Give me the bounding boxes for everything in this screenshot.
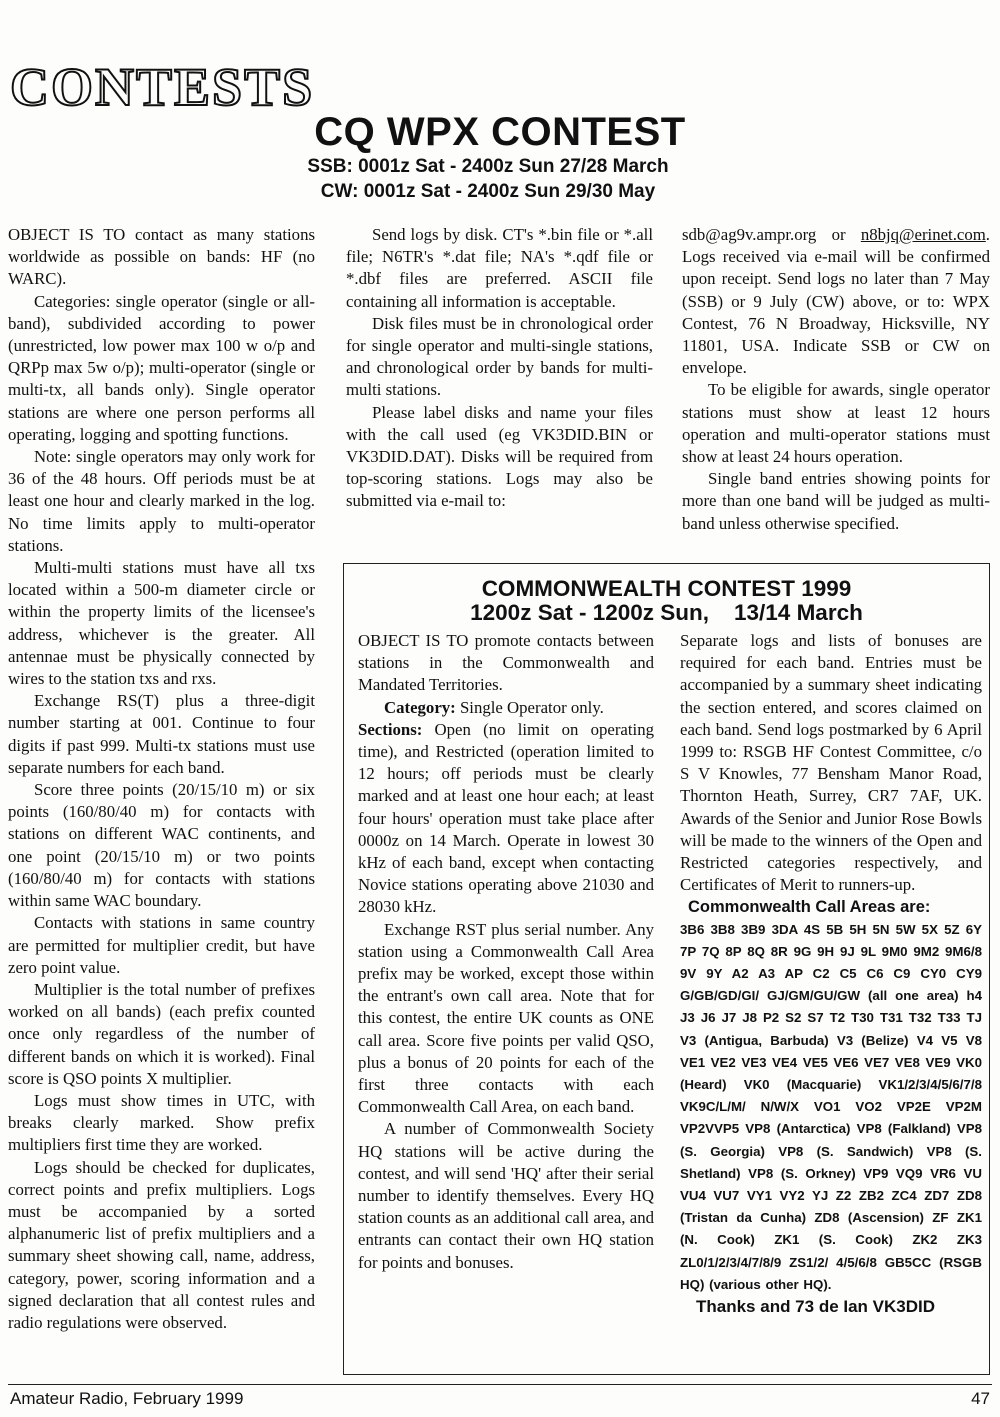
cw-category <box>358 697 654 719</box>
wpx-categories: Categories: single operator (single or all-band), subdivided according to power (unrestricted, low power max 100 w o/p and QRPp max 5w o/p); multi-operator (single or multi-tx, all bands only). Single operator stations are where one person performs all operating, logging and spotting functions. <box>8 291 315 444</box>
wpx-email-para <box>682 224 990 379</box>
category-label: Category: <box>384 697 456 717</box>
page-title: CQ WPX CONTEST <box>314 110 686 154</box>
commonwealth-column-1 <box>358 630 654 1274</box>
cw-exchange: Exchange RST plus serial number. Any station using a Commonwealth Call Area prefix may be worked, except those within the entrant's own call area. Note that for this contest, the entire UK counts as ONE call area. Score five points per valid QSO, plus a bonus of 20 points for each of the first three contacts with each Commonwealth Call Area, on each band. <box>358 919 654 1117</box>
wpx-checked: Logs should be checked for duplicates, correct points and prefix multipliers. Logs must be accompanied by a sorted alphanumeric list of prefix multipliers and a summary sheet showing call, name, address, category, power, scoring information and a signed declaration that all contest rules and radio regulations were observed. <box>8 1157 315 1332</box>
wpx-exchange: Exchange RS(T) plus a three-digit number starting at 001. Continue to four digits if past 999. Multi-tx stations must use separate numbers for each band. <box>8 691 315 777</box>
commonwealth-box <box>343 563 990 1375</box>
page-number: 47 <box>971 1389 990 1408</box>
wpx-note: Note: single operators may only work for 36 of the 48 hours. Off periods must be at least one hour and clearly marked in the log. No time limits apply to multi-operator stations. <box>8 447 315 555</box>
wpx-column-3 <box>682 224 990 535</box>
email-link-2[interactable]: n8bjq@erinet.com <box>860 225 986 244</box>
wpx-received: . Logs received via e-mail will be confirmed upon receipt. Send logs no later than 7 May (SSB) or 9 July (CW) above, or to: WPX Contest, 76 N Broadway, Hicksville, NY 11801, USA. Indicate SSB or CW on envelope. <box>682 225 990 378</box>
category-text: Single Operator only. <box>455 697 604 717</box>
cw-dates: CW: 0001z Sat - 2400z Sun 29/30 May <box>320 181 656 202</box>
wpx-awards: To be eligible for awards, single operator stations must show at least 12 hours operation and multi-operator stations must show at least 24 hours operation. <box>682 380 990 467</box>
cw-separate: Separate logs and lists of bonuses are required for each band. Entries must be accompanied by a summary sheet indicating the section entered, and scores claimed on each band. Send logs postmarked by 6 April 1999 to: RSGB HF Contest Committee, c/o S V Knowles, 77 Bensham Manor Road, Thornton Heath, Surrey, CR7 7AF, UK. Awards of the Senior and Junior Rose Bowls will be made to the winners of the Open and Restricted categories respectively, and Certificates of Merit to runners-up. <box>680 631 982 895</box>
wpx-utc: Logs must show times in UTC, with breaks clearly marked. Show prefix multipliers first time they are worked. <box>8 1090 315 1155</box>
wpx-multi: Multi-multi stations must have all txs located within a 500-m diameter circle or within the property limits of the licensee's address, whichever is the greater. All antennae must be physically connected by wires to the station txs and rxs. <box>8 558 315 689</box>
section-logo: CONTESTS <box>10 57 315 117</box>
sections-label: Sections: <box>358 719 423 739</box>
ssb-dates: SSB: 0001z Sat - 2400z Sun 27/28 March <box>307 156 669 177</box>
wpx-disk: Send logs by disk. CT's *.bin file or *.all file; N6TR's *.dat file; NA's *.qdf file or *.dbf files are preferred. ASCII file containing all information is acceptable. <box>346 225 653 311</box>
email-link-1[interactable]: sdb@ag9v.ampr.org <box>682 225 817 244</box>
cw-object: OBJECT IS TO promote contacts between stations in the Commonwealth and Mandated Territories. <box>358 631 654 695</box>
commonwealth-time: 1200z Sat - 1200z Sun, 13/14 March <box>470 600 863 625</box>
wpx-same-country: Contacts with stations in same country are permitted for multiplier credit, but have zero point value. <box>8 913 315 977</box>
commonwealth-header <box>344 577 989 625</box>
wpx-label: Please label disks and name your files with the call used (eg VK3DID.BIN or VK3DID.DAT). Disks will be required from top-scoring stations. Logs may also be submitted via e-mail to: <box>346 402 653 511</box>
wpx-score: Score three points (20/15/10 m) or six points (160/80/40 m) for contacts with stations on different WAC continents, and one point (20/15/10 m) or two points (160/80/40 m) for contacts with stations within same WAC boundary. <box>8 780 315 911</box>
wpx-column-2 <box>346 224 653 513</box>
commonwealth-title: COMMONWEALTH CONTEST 1999 <box>481 576 852 601</box>
thanks-line: Thanks and 73 de Ian VK3DID <box>696 1297 936 1317</box>
wpx-single-band: Single band entries showing points for more than one band will be judged as multi-band unless otherwise specified. <box>682 469 990 533</box>
sections-text: Open (no limit on operating time), and Restricted (operation limited to 12 hours; off periods must be clearly marked and at least one hour each; at least four hours' operation must take place after 0000z on 14 March. Operate in lowest 30 kHz of each band, except when contacting Novice stations operating above 21030 and 28030 kHz. <box>358 719 654 917</box>
call-areas-list: 3B6 3B8 3B9 3DA 4S 5B 5H 5N 5W 5X 5Z 6Y 7P 7Q 8P 8Q 8R 9G 9H 9J 9L 9M0 9M2 9M6/8 9V 9Y A2 A3 AP C2 C5 C6 C9 CY0 CY9 G/GB/GD/GI/ GJ/GM/GU/GW (all one area) h4 J3 J6 J7 J8 P2 S2 S7 T2 T30 T31 T32 T33 TJ V3 (Antigua, Barbuda) V3 (Belize) V4 V5 V8 VE1 VE2 VE3 VE4 VE5 VE6 VE7 VE8 VE9 VK0 (Heard) VK0 (Macquarie) VK1/2/3/4/5/6/7/8 VK9C/L/M/ N/W/X VO1 VO2 VP2E VP2M VP2VVP5 VP8 (Antarctica) VP8 (Falkland) VP8 (S. Georgia) VP8 (S. Sandwich) VP8 (S. Shetland) VP8 (S. Orkney) VP9 VQ9 VR6 VU VU4 VU7 VY1 VY2 YJ Z2 ZB2 ZC4 ZD7 ZD8 (Tristan da Cunha) ZD8 (Ascension) ZF ZK1 (N. Cook) ZK1 (S. Cook) ZK2 ZK3 ZL0/1/2/3/4/7/8/9 ZS1/2/ 4/5/6/8 GB5CC (RSGB HQ) (various other HQ). <box>680 921 982 1292</box>
commonwealth-column-2 <box>680 630 982 1318</box>
wpx-object: OBJECT IS TO contact as many stations worldwide as possible on bands: HF (no WARC). <box>8 225 315 289</box>
footer-rule <box>8 1384 992 1385</box>
publication-footer: Amateur Radio, February 1999 <box>10 1389 244 1408</box>
email-or: or <box>831 225 846 244</box>
wpx-multiplier: Multiplier is the total number of prefixes worked on all bands) (each prefix counted once only regardless of the number of different bands on which it is worked). Final score is QSO points X multiplier. <box>8 979 315 1088</box>
cw-hq: A number of Commonwealth Society HQ stations will be active during the contest, and will send 'HQ' after their serial number to identify themselves. Every HQ station counts as an additional call area, and entrants can contact their own HQ station for points and bonuses. <box>358 1119 654 1272</box>
wpx-column-1 <box>8 224 315 1334</box>
wpx-chrono: Disk files must be in chronological order for single operator and multi-single stations, and chronological order by bands for multi-multi stations. <box>346 313 653 400</box>
call-areas-heading: Commonwealth Call Areas are: <box>688 898 931 917</box>
cw-sections <box>358 719 654 919</box>
